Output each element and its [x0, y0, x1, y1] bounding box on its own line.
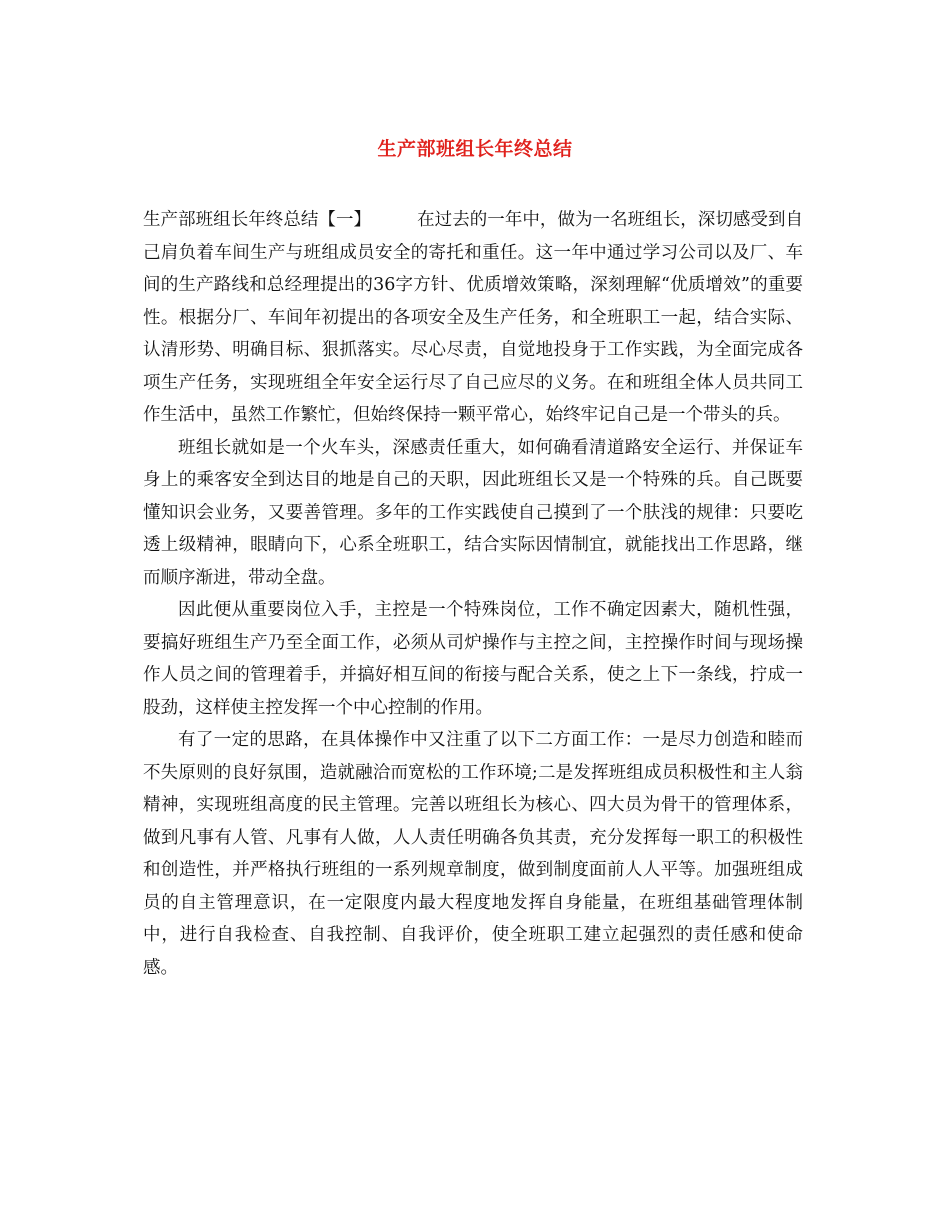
paragraph-2: 班组长就如是一个火车头，深感责任重大，如何确看清道路安全运行、并保证车身上的乘客安全到达目的地是自己的天职，因此班组长又是一个特殊的兵。自己既要懂知识会业务，又要善管理。多年的工作实践使自己摸到了一个肤浅的规律：只要吃透上级精神，眼睛向下，心系全班职工，结合实际因情制宜，就能找出工作思路，继而顺序渐进，带动全盘。 — [143, 437, 803, 588]
paragraph-3: 因此便从重要岗位入手，主控是一个特殊岗位，工作不确定因素大，随机性强，要搞好班组生产乃至全面工作，必须从司炉操作与主控之间，主控操作时间与现场操作人员之间的管理着手，并搞好相互间的衔接与配合关系，使之上下一条线，拧成一股劲，这样使主控发挥一个中心控制的作用。 — [143, 600, 803, 718]
page-title: 生产部班组长年终总结 — [377, 138, 573, 160]
paragraph-1 — [143, 204, 803, 432]
section-heading: 生产部班组长年终总结【一】 — [143, 210, 372, 230]
paragraph-4: 有了一定的思路，在具体操作中又注重了以下二方面工作：一是尽力创造和睦而不失原则的良好氛围，造就融洽而宽松的工作环境;二是发挥班组成员积极性和主人翁精神，实现班组高度的民主管理。完善以班组长为核心、四大员为骨干的管理体系，做到凡事有人管、凡事有人做，人人责任明确各负其责，充分发挥每一职工的积极性和创造性，并严格执行班组的一系列规章制度，做到制度面前人人平等。加强班组成员的自主管理意识，在一定限度内最大程度地发挥自身能量，在班组基础管理体制中，进行自我检查、自我控制、自我评价，使全班职工建立起强烈的责任感和使命感。 — [143, 730, 803, 978]
paragraph-1-text: 在过去的一年中，做为一名班组长，深切感受到自己肩负着车间生产与班组成员安全的寄托和重任。这一年中通过学习公司以及厂、车间的生产路线和总经理提出的36字方针、优质增效策略，深刻理解“优质增效”的重要性。根据分厂、车间年初提出的各项安全及生产任务，和全班职工一起，结合实际、认清形势、明确目标、狠抓落实。尽心尽责，自觉地投身于工作实践，为全面完成各项生产任务，实现班组全年安全运行尽了自己应尽的义务。在和班组全体人员共同工作生活中，虽然工作繁忙，但始终保持一颗平常心，始终牢记自己是一个带头的兵。 — [143, 210, 804, 425]
document-body — [143, 204, 803, 984]
